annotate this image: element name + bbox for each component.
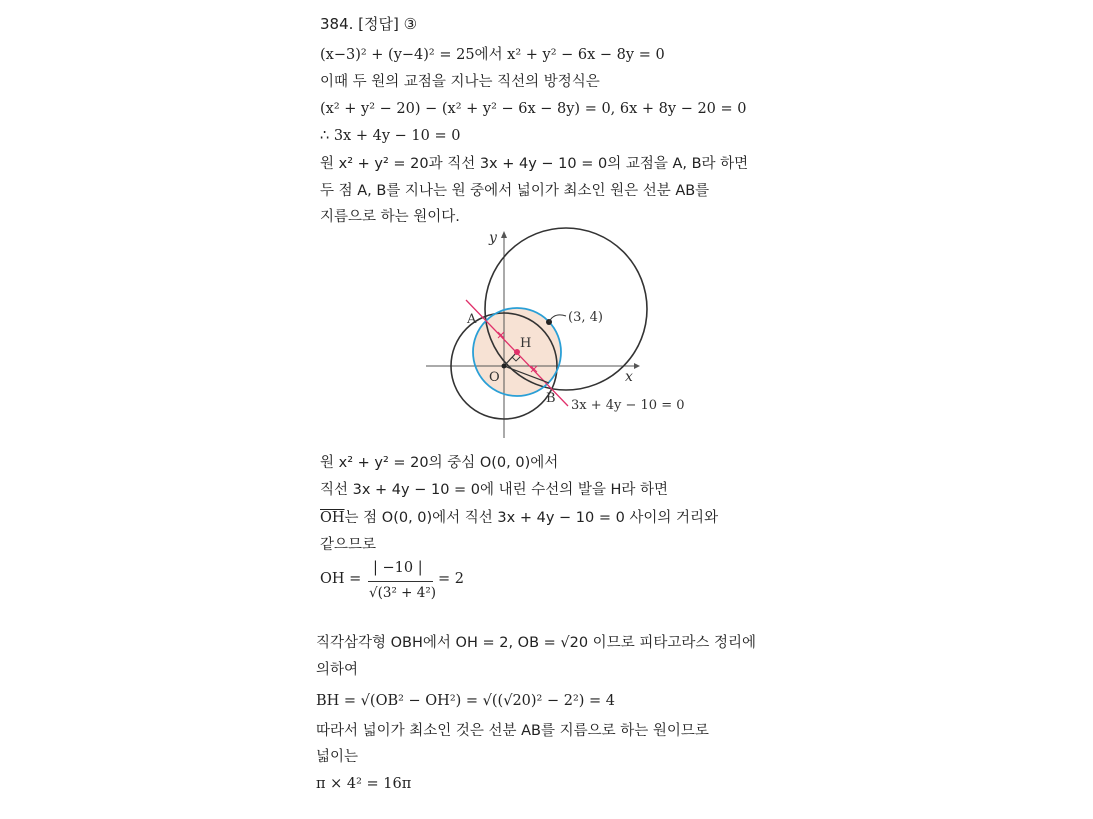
oh-formula-lhs: OH = [320, 571, 362, 587]
fraction-bar [368, 581, 433, 582]
oh-formula-result: = 2 [438, 571, 464, 587]
text-line-oh [320, 508, 718, 528]
label-y: y [489, 230, 497, 246]
text-line: 따라서 넓이가 최소인 것은 선분 AB를 지름으로 하는 원이므로 [316, 723, 709, 739]
text-line: 지름으로 하는 원이다. [320, 209, 460, 225]
equation-line: π × 4² = 16π [316, 776, 412, 792]
text-line: 이때 두 원의 교점을 지나는 직선의 방정식은 [320, 74, 600, 90]
text-line: 같으므로 [320, 537, 377, 553]
point-o [502, 364, 507, 369]
text-line: 원 x² + y² = 20과 직선 3x + 4y − 10 = 0의 교점을 A, B라 하면 [320, 156, 749, 172]
problem-header: 384. [정답] ③ [320, 15, 418, 33]
y-axis-arrow [501, 231, 507, 238]
label-o: O [489, 370, 500, 385]
oh-symbol: $\overline{OH}$ [320, 510, 345, 526]
text-line: 의하여 [316, 662, 359, 678]
circle-figure [420, 226, 690, 441]
equation-line: ∴ 3x + 4y − 10 = 0 [320, 128, 461, 144]
equation-line: (x² + y² − 20) − (x² + y² − 6x − 8y) = 0, 6x + 8y − 20 = 0 [320, 101, 747, 117]
label-line: 3x + 4y − 10 = 0 [571, 398, 685, 413]
label-h: H [520, 336, 532, 351]
text-line: 두 점 A, B를 지나는 원 중에서 넓이가 최소인 원은 선분 AB를 [320, 183, 710, 199]
oh-distance-text: 는 점 O(0, 0)에서 직선 3x + 4y − 10 = 0 사이의 거리와 [344, 510, 719, 526]
label-center: (3, 4) [568, 310, 603, 325]
x-axis-arrow [634, 363, 640, 369]
equation-line: BH = √(OB² − OH²) = √((√20)² − 2²) = 4 [316, 693, 616, 709]
text-line: 직선 3x + 4y − 10 = 0에 내린 수선의 발을 H라 하면 [320, 482, 669, 498]
text-line: 넓이는 [316, 749, 359, 765]
oh-formula-numerator: | −10 | [373, 560, 423, 576]
text-line: 직각삼각형 OBH에서 OH = 2, OB = √20 이므로 피타고라스 정리에 [316, 635, 756, 651]
label-b: B [546, 391, 556, 406]
label-x: x [625, 369, 633, 385]
text-line: 원 x² + y² = 20의 중심 O(0, 0)에서 [320, 455, 559, 471]
oh-formula-denominator: √(3² + 4²) [369, 585, 437, 601]
label-a: A [467, 312, 477, 327]
equation-line: (x−3)² + (y−4)² = 25에서 x² + y² − 6x − 8y = 0 [320, 47, 665, 63]
